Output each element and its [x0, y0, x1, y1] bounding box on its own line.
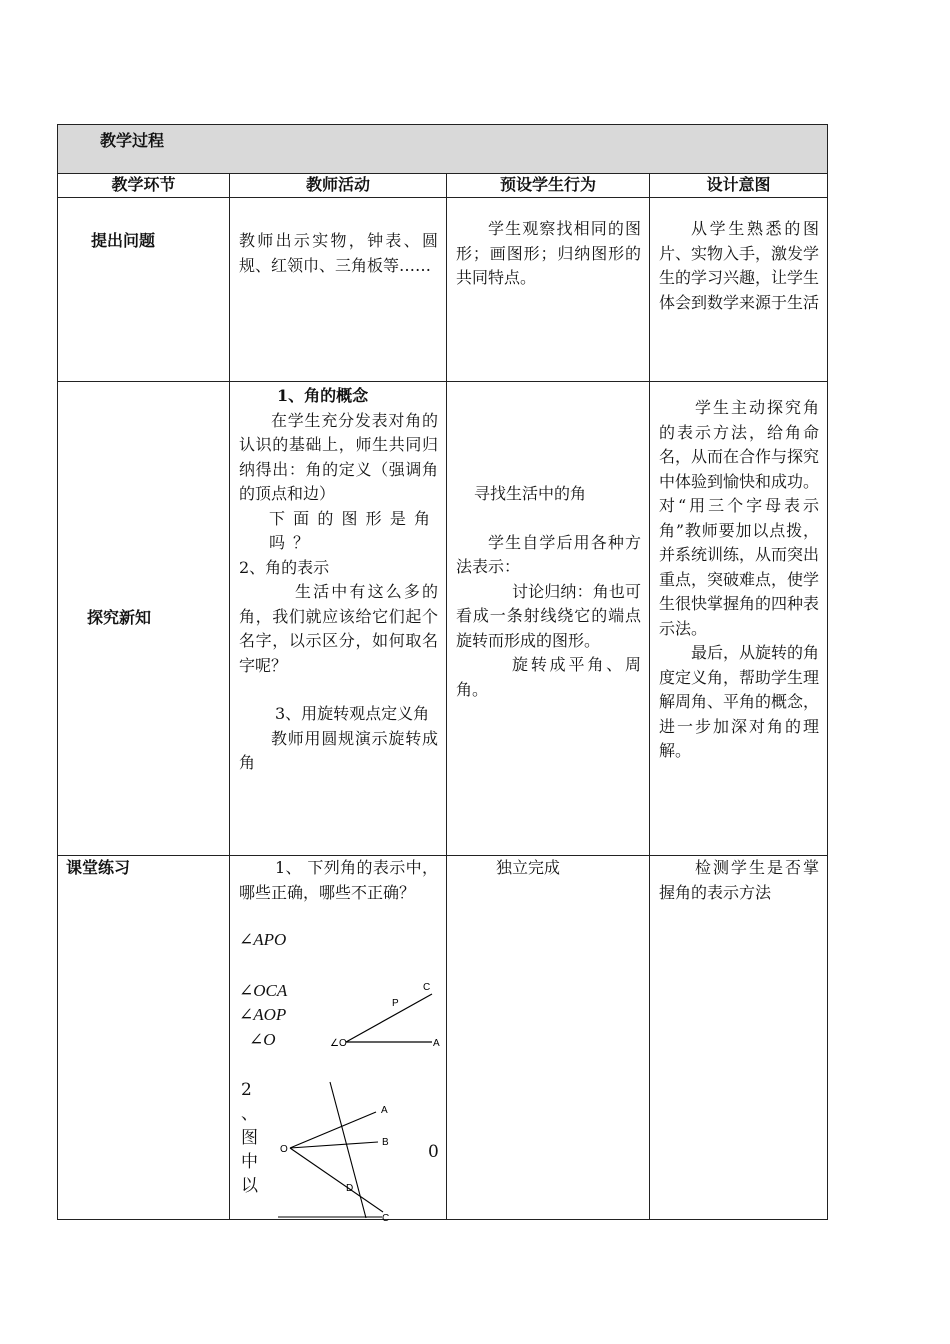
column-header-intent: 设计意图: [650, 174, 828, 198]
student-paragraph: 讨论归纳：角也可看成一条射线绕它的端点旋转而形成的图形。: [456, 581, 641, 650]
intent-cell: [650, 856, 828, 1220]
angle-symbol: ∠: [330, 1038, 339, 1049]
zero-mark: 0: [428, 1142, 439, 1162]
angle-option: ∠O: [249, 1030, 276, 1049]
student-text: 独立完成: [496, 858, 561, 877]
teacher-heading: 2、角的表示: [239, 557, 330, 577]
intent-text: 从学生熟悉的图片、实物入手，激发学生的学习兴趣，让学生体会到数学来源于生活: [659, 219, 820, 312]
angle-figure-2: [278, 1082, 440, 1224]
angle-option: ∠APO: [239, 930, 287, 949]
column-header-stage: 教学环节: [58, 174, 230, 198]
angle-option: ∠AOP: [239, 1005, 287, 1024]
intent-paragraph: 最后，从旋转的角度定义角，帮助学生理解周角、平角的概念，进一步加深对角的理解。: [659, 643, 820, 760]
student-cell: [447, 382, 650, 856]
column-header-teacher: 教师活动: [230, 174, 447, 198]
intent-text: 检测学生是否掌握角的表示方法: [659, 858, 820, 902]
angle-figure-1: [328, 964, 446, 1052]
stage-label: 探究新知: [87, 608, 152, 628]
stage-label: 课堂练习: [66, 858, 131, 877]
stage-cell: [58, 198, 230, 382]
intent-paragraph: 学生主动探究角的表示方法，给角命名，从而在合作与探究中体验到愉快和成功。对“用三个字母表示角”教师要加以点拨，并系统训练，从而突出重点，突破难点，使学生很快掌握角的四种表示法。: [659, 398, 820, 638]
teacher-paragraph: 生活中有这么多的角，我们就应该给它们起个名字，以示区分，如何取名字呢？: [239, 582, 438, 675]
teacher-heading: 1、角的概念: [277, 386, 369, 405]
student-paragraph: 寻找生活中的角: [474, 484, 587, 503]
section-header: [58, 125, 828, 174]
point-label-p: P: [392, 998, 399, 1009]
angle-option: ∠OCA: [239, 981, 288, 1000]
lesson-table: [57, 124, 828, 1224]
teacher-heading: 3、用旋转观点定义角: [275, 704, 430, 723]
teacher-cell: [230, 856, 447, 1224]
column-header-student: 预设学生行为: [447, 174, 650, 198]
point-label-d: D: [346, 1183, 354, 1194]
teacher-paragraph: 在学生充分发表对角的认识的基础上，师生共同归纳得出：角的定义（强调角的顶点和边）: [239, 410, 438, 503]
student-paragraph: 旋转成平角、周角。: [456, 655, 641, 699]
stage-label: 提出问题: [91, 231, 156, 250]
student-text: 学生观察找相同的图形；画图形；归纳图形的共同特点。: [456, 219, 641, 287]
student-cell: [447, 198, 650, 382]
exercise-question: 1、 下列角的表示中，哪些正确，哪些不正确？: [239, 858, 438, 902]
column-header-row: [58, 174, 828, 198]
intent-cell: [650, 198, 828, 382]
stage-cell: [58, 382, 230, 856]
point-label-b: B: [382, 1137, 389, 1148]
teacher-cell: [230, 198, 447, 382]
point-label-a: A: [433, 1038, 440, 1049]
point-label-c: C: [382, 1213, 390, 1224]
table-row: [58, 856, 828, 1220]
table-row: [58, 382, 828, 856]
point-label-a: A: [381, 1105, 388, 1116]
teacher-paragraph: 下面的图形是角吗？: [269, 508, 438, 552]
student-paragraph: 学生自学后用各种方法表示：: [456, 532, 641, 576]
teacher-cell: [230, 382, 447, 856]
intent-cell: [650, 382, 828, 856]
student-cell: [447, 856, 650, 1220]
teacher-paragraph: 教师用圆规演示旋转成角: [239, 728, 438, 772]
stage-cell: [58, 856, 230, 1220]
table-row: [58, 198, 828, 382]
point-label-o: O: [339, 1038, 347, 1049]
question-2-vertical: 2 、 图 中 以: [241, 1080, 258, 1196]
section-title: 教学过程: [100, 131, 165, 150]
point-label-o: O: [280, 1144, 288, 1155]
teacher-text: 教师出示实物，钟表、圆规、红领巾、三角板等……: [239, 231, 438, 275]
point-label-c: C: [423, 982, 431, 993]
